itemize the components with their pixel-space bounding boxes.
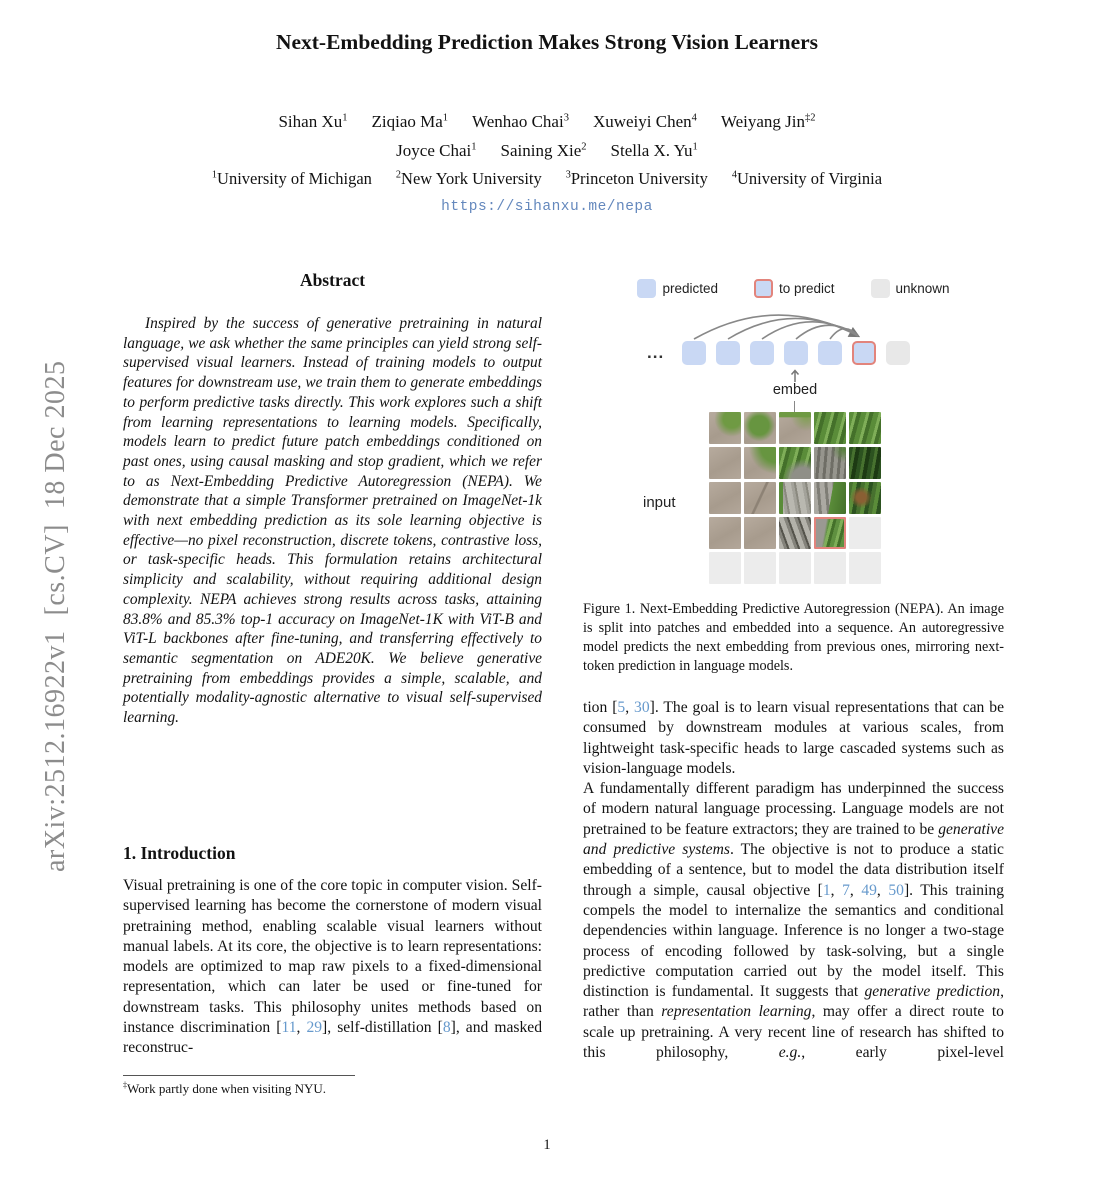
patch-grid — [709, 412, 881, 584]
token-predicted — [716, 341, 740, 365]
superscript: 2 — [581, 141, 587, 153]
text-segment: , — [830, 881, 843, 899]
citation-link[interactable]: 5 — [617, 699, 626, 716]
superscript: 4 — [731, 169, 737, 181]
citation-link[interactable]: 30 — [634, 699, 650, 716]
patch-unknown — [779, 552, 811, 584]
arxiv-banner: arXiv:2512.16922v1 [cs.CV] 18 Dec 2025 — [40, 360, 71, 872]
token-predicted — [750, 341, 774, 365]
text-segment: Xuweiyi Chen — [592, 112, 692, 131]
text-segment: Ziqiao Ma — [371, 112, 443, 131]
superscript: ‡2 — [805, 112, 816, 124]
text-segment: Saining Xie — [500, 141, 582, 160]
project-url-line — [0, 199, 1094, 215]
patch-paveCrack — [744, 482, 776, 514]
input-image-grid-wrap — [583, 412, 1004, 584]
text-segment: University of Michigan — [217, 169, 372, 188]
paper-url-link[interactable]: https://sihanxu.me/nepa — [441, 199, 653, 215]
text-segment: generative and predictive systems — [583, 820, 1004, 859]
token-unknown — [886, 341, 910, 365]
token-predicted — [818, 341, 842, 365]
text-segment: Visual pretraining is one of the core topic in computer vision. Self-supervised learning has become the cornerstone of modern visual pretraining method, enabling scalable visual learners without manual labels. At its core, the objective is to learn representations: models are optimized to map raw pixels to a fixed-dimensional representation, which can later be used or fine-tuned for downstream tasks. This philosophy unites methods based on instance discrimination [ — [123, 877, 542, 1037]
superscript: 1 — [471, 141, 477, 153]
text-segment: , early pixel-level — [801, 1044, 1004, 1062]
text-segment: ]. The goal is to learn visual representations that can be consumed by downstream modules at various scales, from lightweight task-specific heads to large cascaded systems such as vision-language models. — [583, 699, 1004, 777]
citation-link[interactable]: 8 — [442, 1019, 451, 1037]
patch-unknown — [849, 552, 881, 584]
abstract-heading: Abstract — [299, 270, 366, 290]
patch-unknown — [744, 552, 776, 584]
superscript: 1 — [211, 169, 218, 181]
introduction-paragraph — [123, 876, 542, 1059]
text-segment: A fundamentally different paradigm has underpinned the success of modern natural language processing. Language models are not pretrained to be feature extractors; they are trained to be — [583, 780, 1004, 838]
text-segment: , — [876, 881, 889, 899]
figure-caption: Figure 1. Next-Embedding Predictive Autoregression (NEPA). An image is split into patches and embedded into a sequence. An autoregressive model predicts the next embedding from previous ones, mirroring next-token prediction in language models. — [583, 601, 1004, 674]
patch-grassDark — [849, 447, 881, 479]
authors-line-1 — [0, 112, 1094, 132]
patch-paveGrassDiag — [744, 447, 776, 479]
patch-unknown — [814, 552, 846, 584]
attention-arc — [728, 318, 858, 339]
text-segment: , may offer a direct route to scale up pretraining. A very recent line of research has shifted to this philosophy, — [583, 1003, 1004, 1062]
introduction-heading: 1. Introduction — [123, 843, 236, 863]
patch-unknown — [849, 517, 881, 549]
patch-catLower — [779, 517, 811, 549]
patch-paveGrass — [709, 412, 741, 444]
superscript: 1 — [692, 141, 698, 153]
superscript: 3 — [565, 169, 571, 181]
page-number: 1 — [543, 1137, 551, 1153]
citation-link[interactable]: 7 — [842, 881, 850, 899]
text-segment: Joyce Chai — [396, 141, 472, 160]
patch-grass — [814, 412, 846, 444]
text-segment: New York University — [401, 169, 542, 188]
token-strip — [583, 341, 920, 365]
text-segment: , — [625, 699, 635, 716]
patch-pave — [709, 517, 741, 549]
footnote-block — [123, 1075, 542, 1097]
patch-catGrass — [814, 482, 846, 514]
text-segment: e.g. — [778, 1044, 802, 1062]
patch-paveEdge — [779, 412, 811, 444]
right-paragraph-2 — [583, 779, 1004, 1063]
legend-label: predicted — [662, 280, 718, 296]
affiliations-line — [0, 169, 1094, 189]
superscript: 1 — [342, 112, 348, 124]
text-segment: Work partly done when visiting NYU. — [127, 1081, 327, 1096]
citation-link[interactable]: 1 — [822, 881, 831, 899]
paper-title: Next-Embedding Prediction Makes Strong Vision Learners — [275, 30, 819, 54]
text-segment: Wenhao Chai — [472, 112, 564, 131]
patch-grassCat — [779, 447, 811, 479]
right-paragraph-1 — [583, 698, 1004, 779]
superscript: 1 — [442, 112, 449, 124]
embed-connector — [583, 382, 1004, 412]
token-to-predict — [852, 341, 876, 365]
superscript: 4 — [691, 112, 697, 124]
figure-legend — [583, 278, 1004, 298]
superscript: 3 — [563, 112, 569, 124]
text-segment: , — [849, 881, 862, 899]
legend-item-predicted — [637, 279, 718, 298]
text-segment: , — [296, 1019, 307, 1037]
text-segment: Princeton University — [570, 169, 708, 188]
legend-label: unknown — [895, 280, 950, 296]
left-column — [123, 270, 542, 1070]
text-segment: . The objective is not to produce a static embedding of a sentence, but to model the data distribution itself through a simple, causal objective [ — [583, 841, 1004, 899]
up-arrow-icon — [789, 367, 801, 383]
citation-link[interactable]: 29 — [306, 1019, 323, 1037]
text-segment: ], self-distillation [ — [322, 1019, 443, 1037]
text-segment: tion [ — [583, 699, 618, 716]
footnote-rule — [123, 1075, 355, 1076]
to-predict-swatch-icon — [754, 279, 773, 298]
patch-to-predict — [814, 517, 846, 549]
legend-item-unknown — [871, 279, 950, 298]
patch-grassBrown — [849, 482, 881, 514]
text-segment: Sihan Xu — [278, 112, 343, 131]
patch-grass — [849, 412, 881, 444]
superscript: 2 — [395, 169, 402, 181]
text-segment: representation learning — [661, 1003, 812, 1021]
legend-item-to-predict — [754, 279, 835, 298]
embed-label: embed — [772, 382, 818, 398]
patch-pave — [709, 482, 741, 514]
text-segment: , rather than — [583, 983, 1004, 1021]
text-segment: ], and masked reconstruc- — [123, 1019, 543, 1057]
footnote-text — [123, 1081, 326, 1096]
right-column — [583, 270, 1004, 1063]
abstract-text: Inspired by the success of generative pretraining in natural language, we ask whether the same principles can yield strong self-supervised visual learners. Instead of training models to output features for downstream use, we train them to generate embeddings to perform predictive tasks directly. This work explores such a shift from learning representations to learning models. Specifically, models learn to predict future patch embeddings conditioned on past ones, using causal masking and stop gradient, which we refer to as Next-Embedding Predictive Autoregression (NEPA). We demonstrate that a simple Transformer pretrained on ImageNet-1k with next embedding prediction as its sole learning objective is effective—no pixel reconstruction, discrete tokens, contrastive loss, or task-specific heads. This formulation retains architectural simplicity and scalability, without requiring additional design complexity. NEPA achieves strong results across tasks, attaining 83.8% and 85.3% top-1 accuracy on ImageNet-1K with ViT-B and ViT-L backbones after fine-tuning, and transferring effectively to semantic segmentation on ADE20K. We believe generative pretraining from embeddings provides a simple, scalable, and potentially modality-agnostic alternative to visual self-supervised learning. — [123, 315, 542, 727]
patch-grassTuft — [744, 412, 776, 444]
patch-catHead — [814, 447, 846, 479]
text-segment: University of Virginia — [737, 169, 883, 188]
legend-label: to predict — [778, 280, 835, 296]
predicted-swatch-icon — [637, 279, 656, 298]
superscript: ‡ — [123, 1080, 128, 1090]
authors-line-2 — [0, 141, 1094, 161]
citation-link[interactable]: 11 — [281, 1019, 297, 1037]
ellipsis-label: ... — [647, 343, 665, 362]
unknown-swatch-icon — [871, 279, 890, 298]
text-segment: Stella X. Yu — [610, 141, 693, 160]
patch-catChest — [779, 482, 811, 514]
citation-link[interactable]: 49 — [861, 881, 877, 899]
text-segment: generative prediction — [864, 983, 1001, 1001]
text-segment: Weiyang Jin — [720, 112, 805, 131]
citation-link[interactable]: 50 — [888, 881, 904, 899]
input-label: input — [643, 494, 676, 511]
patch-unknown — [709, 552, 741, 584]
token-predicted — [784, 341, 808, 365]
token-predicted — [682, 341, 706, 365]
patch-pave — [709, 447, 741, 479]
patch-pave — [744, 517, 776, 549]
text-segment: ]. This training compels the model to internalize the semantics and conditional dependencies within language. Inference is no longer a two-stage process of encoding followed by task-solving, but a single predictive computation carried out by the model itself. This distinction is fundamental. It suggests that — [583, 881, 1005, 1001]
